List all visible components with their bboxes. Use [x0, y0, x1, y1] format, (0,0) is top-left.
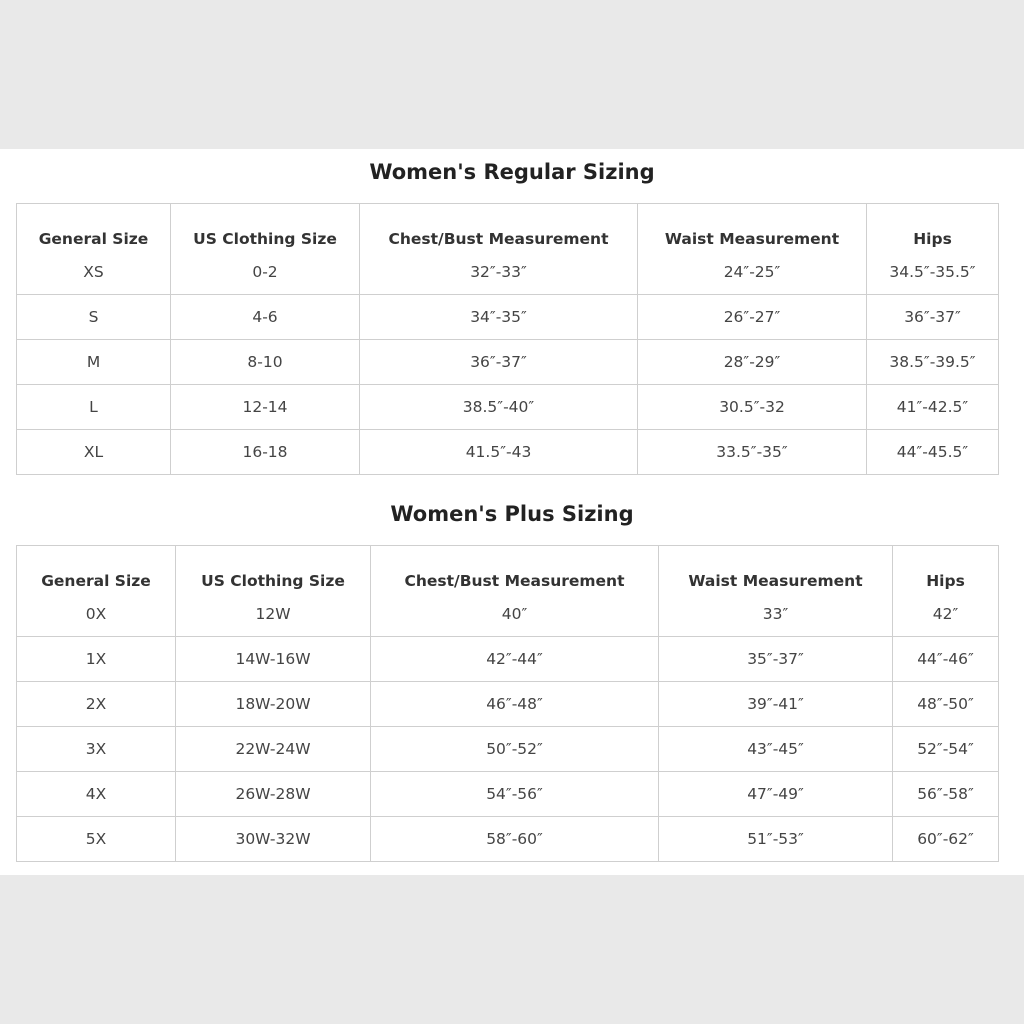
- header-row: [17, 204, 999, 251]
- plus-sizing-table: [16, 545, 999, 862]
- hips-cell: 60″-62″: [893, 817, 999, 862]
- general-size-cell: 1X: [17, 637, 176, 682]
- chest-cell: 50″-52″: [371, 727, 659, 772]
- table-row: [17, 682, 999, 727]
- header-us-clothing-size: US Clothing Size: [176, 546, 371, 593]
- us-size-cell: 0-2: [171, 250, 360, 295]
- hips-cell: 38.5″-39.5″: [867, 340, 999, 385]
- table-row: [17, 430, 999, 475]
- waist-cell: 33″: [659, 592, 893, 637]
- hips-cell: 52″-54″: [893, 727, 999, 772]
- header-us-clothing-size: US Clothing Size: [171, 204, 360, 251]
- waist-cell: 51″-53″: [659, 817, 893, 862]
- header-chest-bust: Chest/Bust Measurement: [371, 546, 659, 593]
- hips-cell: 41″-42.5″: [867, 385, 999, 430]
- plus-sizing-title: Women's Plus Sizing: [390, 502, 634, 526]
- table-row: [17, 295, 999, 340]
- header-general-size: General Size: [17, 546, 176, 593]
- chest-cell: 54″-56″: [371, 772, 659, 817]
- us-size-cell: 16-18: [171, 430, 360, 475]
- us-size-cell: 12-14: [171, 385, 360, 430]
- hips-cell: 56″-58″: [893, 772, 999, 817]
- hips-cell: 44″-46″: [893, 637, 999, 682]
- general-size-cell: XL: [17, 430, 171, 475]
- waist-cell: 28″-29″: [638, 340, 867, 385]
- table-row: [17, 592, 999, 637]
- general-size-cell: 0X: [17, 592, 176, 637]
- general-size-cell: M: [17, 340, 171, 385]
- us-size-cell: 8-10: [171, 340, 360, 385]
- header-general-size: General Size: [17, 204, 171, 251]
- general-size-cell: L: [17, 385, 171, 430]
- table-row: [17, 250, 999, 295]
- us-size-cell: 4-6: [171, 295, 360, 340]
- hips-cell: 36″-37″: [867, 295, 999, 340]
- general-size-cell: S: [17, 295, 171, 340]
- table-row: [17, 385, 999, 430]
- hips-cell: 48″-50″: [893, 682, 999, 727]
- waist-cell: 35″-37″: [659, 637, 893, 682]
- waist-cell: 26″-27″: [638, 295, 867, 340]
- header-hips: Hips: [893, 546, 999, 593]
- waist-cell: 47″-49″: [659, 772, 893, 817]
- chest-cell: 40″: [371, 592, 659, 637]
- hips-cell: 34.5″-35.5″: [867, 250, 999, 295]
- general-size-cell: 3X: [17, 727, 176, 772]
- chest-cell: 32″-33″: [360, 250, 638, 295]
- us-size-cell: 30W-32W: [176, 817, 371, 862]
- regular-sizing-table: [16, 203, 999, 475]
- general-size-cell: XS: [17, 250, 171, 295]
- chest-cell: 46″-48″: [371, 682, 659, 727]
- hips-cell: 42″: [893, 592, 999, 637]
- regular-sizing-title: Women's Regular Sizing: [369, 160, 655, 184]
- header-row: [17, 546, 999, 593]
- us-size-cell: 26W-28W: [176, 772, 371, 817]
- general-size-cell: 4X: [17, 772, 176, 817]
- general-size-cell: 5X: [17, 817, 176, 862]
- header-waist: Waist Measurement: [659, 546, 893, 593]
- chest-cell: 36″-37″: [360, 340, 638, 385]
- chest-cell: 42″-44″: [371, 637, 659, 682]
- chest-cell: 58″-60″: [371, 817, 659, 862]
- chest-cell: 41.5″-43: [360, 430, 638, 475]
- table-row: [17, 637, 999, 682]
- chest-cell: 38.5″-40″: [360, 385, 638, 430]
- us-size-cell: 22W-24W: [176, 727, 371, 772]
- size-chart-sheet: [0, 149, 1024, 875]
- header-waist: Waist Measurement: [638, 204, 867, 251]
- us-size-cell: 18W-20W: [176, 682, 371, 727]
- table-row: [17, 772, 999, 817]
- table-row: [17, 727, 999, 772]
- hips-cell: 44″-45.5″: [867, 430, 999, 475]
- table-row: [17, 817, 999, 862]
- waist-cell: 43″-45″: [659, 727, 893, 772]
- waist-cell: 33.5″-35″: [638, 430, 867, 475]
- general-size-cell: 2X: [17, 682, 176, 727]
- us-size-cell: 12W: [176, 592, 371, 637]
- us-size-cell: 14W-16W: [176, 637, 371, 682]
- waist-cell: 24″-25″: [638, 250, 867, 295]
- table-row: [17, 340, 999, 385]
- header-hips: Hips: [867, 204, 999, 251]
- chest-cell: 34″-35″: [360, 295, 638, 340]
- waist-cell: 39″-41″: [659, 682, 893, 727]
- header-chest-bust: Chest/Bust Measurement: [360, 204, 638, 251]
- waist-cell: 30.5″-32: [638, 385, 867, 430]
